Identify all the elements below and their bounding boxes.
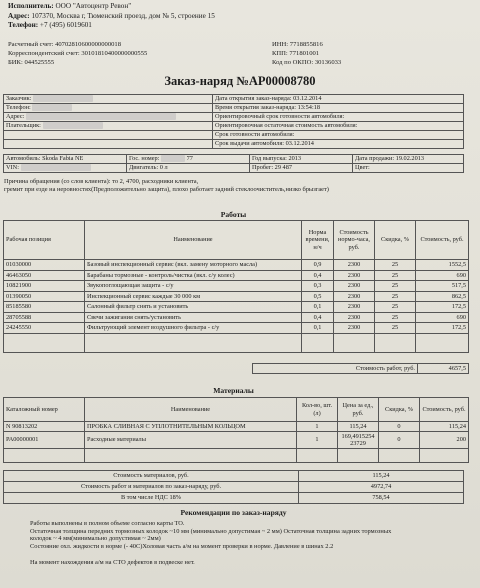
reason-text: Причина обращения (со слов клиента): то 2, 4700, расходники клиента, гремит при езде на неровностях(Предположительно защита), плохо работает задний стеклоочиститель,низко брызгает) — [4, 178, 329, 193]
engine-cell: Двигатель: 0 л — [127, 164, 250, 173]
grand-total-value: 4972,74 — [299, 482, 464, 493]
client-address-cell: Адрес: — [4, 113, 213, 122]
table-row: РА00000001 Расходные материалы 1 169,4915254 23729 0 200 — [4, 432, 469, 449]
client-info-table — [3, 94, 464, 149]
works-total-label: Стоимость работ, руб. — [253, 364, 418, 374]
executor-name: ООО "Автоцентр Ревон" — [55, 2, 132, 10]
table-row: 28705588 Свечи зажигания снять/установить 0,4 2300 25 690 — [4, 312, 469, 323]
filler-row — [4, 449, 469, 463]
redacted-payer — [43, 122, 103, 129]
table-row: N 90813202 ПРОБКА СЛИВНАЯ С УПЛОТНИТЕЛЬНЫМ КОЛЬЦОМ 1 115,24 0 115,24 — [4, 422, 469, 432]
recommendations-title: Рекомендации по заказ-наряду — [180, 508, 287, 517]
opened-date-cell: Дата открытия заказ-наряда: 03.12.2014 — [213, 95, 464, 104]
totals-table — [3, 470, 464, 504]
document-title: Заказ-наряд №АР00008780 — [164, 74, 316, 88]
grand-total-label: Стоимость работ и материалов по заказ-наряду, руб. — [4, 482, 299, 493]
inn-number: 7718855816 — [289, 41, 323, 48]
table-row: 46463050 Барабаны тормозные - контроль/чистка (вкл. с/у колес) 0,4 2300 25 690 — [4, 270, 469, 281]
kpp-number: 771801001 — [289, 50, 320, 57]
account-label: Расчетный счет: — [8, 41, 54, 48]
executor-label: Исполнитель: — [8, 2, 54, 10]
works-total-value: 4657,5 — [418, 364, 469, 374]
table-row: 85185580 Салонный фильтр снять и установить 0,1 2300 25 172,5 — [4, 302, 469, 313]
materials-total-label: Стоимость материалов, руб. — [4, 471, 299, 482]
ready-term-cell: Ориентировочный срок готовности автомобиля: — [213, 113, 464, 122]
issue-date-cell: Срок выдачи автомобиля: 03.12.2014 — [213, 140, 464, 149]
payer-cell: Плательщик: — [4, 122, 213, 131]
table-row: 01030000 Базовый инспекционный сервис (вкл. замену моторного масла) 0,9 2300 25 1552,5 — [4, 260, 469, 271]
materials-header-row — [4, 398, 469, 422]
executor-phone: +7 (495) 6019601 — [39, 21, 92, 30]
bank-details-left — [8, 40, 147, 67]
remaining-cost-cell: Ориентировочная остаточная стоимость автомобиля: — [213, 122, 464, 131]
works-table — [3, 220, 469, 353]
redacted-customer — [33, 95, 93, 102]
customer-cell: Заказчик: — [4, 95, 213, 104]
plate-cell: Гос. номер: 77 — [127, 155, 250, 164]
filler-row — [4, 333, 469, 352]
client-phone-cell: Телефон: — [4, 104, 213, 113]
inn-label: ИНН: — [272, 41, 289, 48]
executor-address: 107370, Москва г, Тюменский проезд, дом № 5, строение 15 — [31, 11, 215, 20]
materials-total-value: 115,24 — [299, 471, 464, 482]
ready-date-cell: Срок готовности автомобиля: — [213, 131, 464, 140]
works-header-row — [4, 221, 469, 260]
materials-col-header: Наименование — [85, 398, 297, 422]
redacted-plate — [161, 155, 185, 162]
table-row: 01390050 Инспекционный сервис каждые 30 000 км 0,5 2300 25 862,5 — [4, 291, 469, 302]
table-row: 24245550 Фильтрующий элемент воздушного фильтра - с/у 0,1 2300 25 172,5 — [4, 323, 469, 334]
vat-label: В том числе НДС 18% — [4, 493, 299, 504]
redacted-address — [26, 113, 176, 120]
address-label: Адрес: — [8, 11, 30, 20]
materials-col-header: Каталожный номер — [4, 398, 85, 422]
redacted-phone — [32, 104, 72, 111]
okpo-label: Код по ОКПО: — [272, 59, 314, 66]
materials-col-header: Цена за ед., руб. — [338, 398, 379, 422]
works-section-title: Работы — [220, 210, 247, 219]
corr-label: Корреспондентский счет: — [8, 50, 80, 57]
bank-details-right — [272, 40, 341, 67]
works-col-header: Скидка, % — [375, 221, 416, 260]
works-col-header: Стоимость нормо-часа, руб. — [334, 221, 375, 260]
works-total-table — [252, 363, 469, 374]
works-col-header: Наименование — [85, 221, 302, 260]
car-model-cell: Автомобиль: Skoda Fabia NE — [4, 155, 127, 164]
materials-section-title: Материалы — [213, 386, 254, 395]
recommendations-text: Работы выполнены в полном объеме согласно карты ТО. Остаточная толщина передних тормозных колодок ~10 мм (минимально допустимая ~ 2 мм) Остаточная толщина задних тормозных колодок ~ 4 мм(минимально допустимая ~ 2мм) Состояние охл. жидкости в норме (- 40С)Холовая часть а/м на момент проверки в норме. Давление в шинах 2.2 На момент нахождения а/м на СТО дефектов в подвеске нет. — [30, 520, 392, 567]
sale-date-cell: Дата продажи: 19.02.2013 — [353, 155, 464, 164]
mileage-cell: Пробег: 29 487 — [250, 164, 353, 173]
kpp-label: КПП: — [272, 50, 288, 57]
bik-number: 044525555 — [24, 59, 55, 66]
okpo-number: 30136033 — [314, 59, 342, 66]
table-row: 10821900 Звукопоглощающая защита - с/у 0,3 2300 25 517,5 — [4, 281, 469, 292]
redacted-vin — [21, 164, 91, 171]
year-cell: Год выпуска: 2013 — [250, 155, 353, 164]
executor-header — [8, 2, 215, 31]
materials-table — [3, 397, 469, 463]
works-col-header: Стоимость, руб. — [416, 221, 469, 260]
works-col-header: Норма времени, н/ч — [302, 221, 334, 260]
materials-col-header: Кол-во, шт. (л) — [297, 398, 338, 422]
materials-col-header: Стоимость, руб. — [420, 398, 469, 422]
car-info-table — [3, 154, 464, 173]
color-cell: Цвет: — [353, 164, 464, 173]
vat-value: 758,54 — [299, 493, 464, 504]
materials-col-header: Скидка, % — [379, 398, 420, 422]
corr-number: 30101810400000000555 — [81, 50, 148, 57]
empty-cell — [4, 131, 213, 140]
phone-label: Телефон: — [8, 21, 39, 30]
empty-cell — [4, 140, 213, 149]
account-number: 40702810600000000018 — [55, 41, 121, 48]
works-col-header: Рабочая позиция — [4, 221, 85, 260]
vin-cell: VIN: — [4, 164, 127, 173]
opened-time-cell: Время открытия заказ-наряда: 13:54:18 — [213, 104, 464, 113]
bik-label: БИК: — [8, 59, 23, 66]
